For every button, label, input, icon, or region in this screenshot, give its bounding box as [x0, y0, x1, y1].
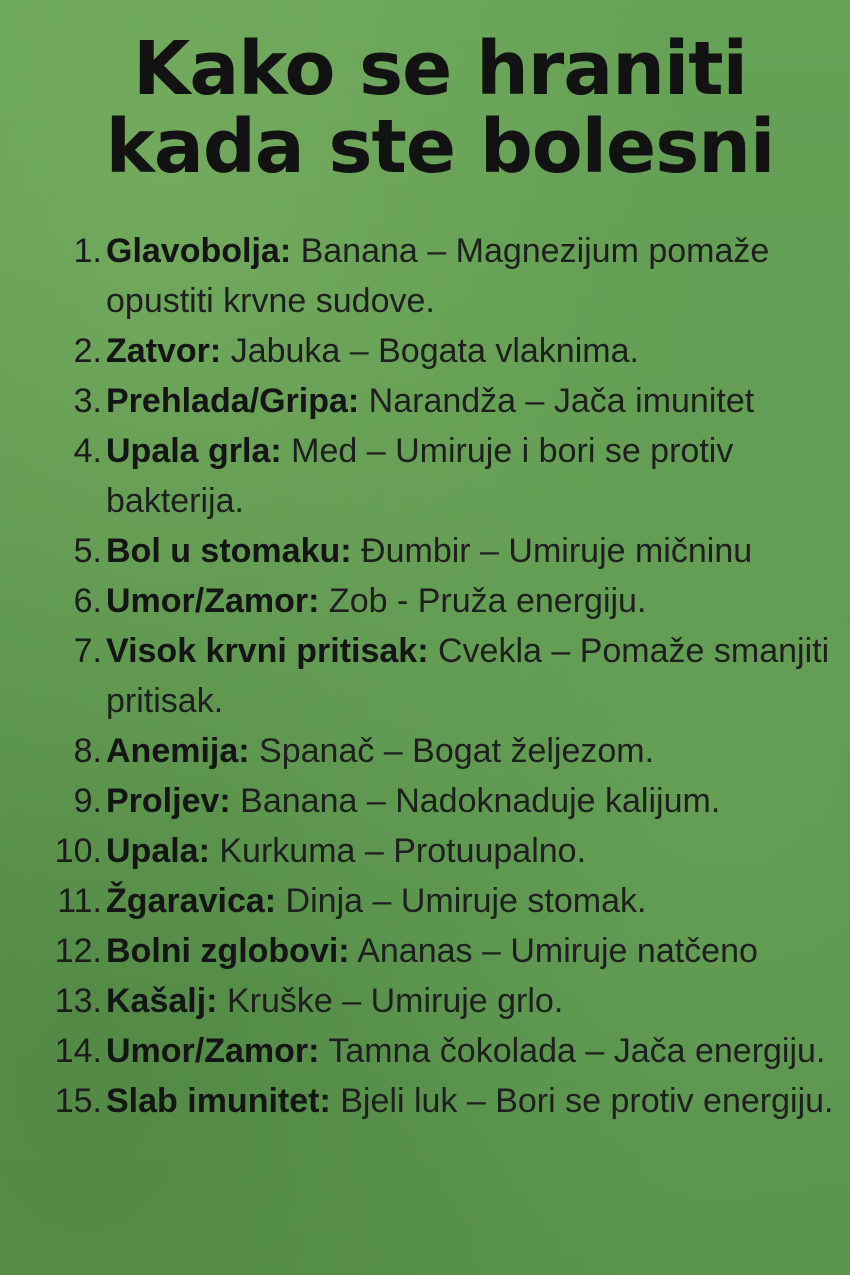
item-description: Kurkuma – Protuupalno. [219, 832, 587, 870]
item-number: 5. [73, 532, 102, 570]
item-term: Upala: [106, 832, 210, 870]
list-item [0, 526, 850, 576]
item-description: Bjeli luk – Bori se protiv energiju. [340, 1082, 834, 1120]
item-number: 1. [73, 232, 102, 270]
list-item [0, 426, 850, 526]
item-number: 6. [73, 582, 102, 620]
title-line-1: Kako se hraniti [133, 26, 747, 112]
list-item [0, 376, 850, 426]
item-term: Prehlada/Gripa: [106, 382, 360, 420]
item-text [106, 426, 850, 526]
item-text [106, 1026, 850, 1076]
item-description: Banana – Magnezijum pomaže opustiti krvne sudove. [106, 232, 770, 320]
item-description: Med – Umiruje i bori se protiv bakterija. [106, 432, 734, 520]
item-term: Slab imunitet: [106, 1082, 331, 1120]
item-text [106, 1076, 850, 1126]
item-number: 3. [73, 382, 102, 420]
item-number: 12. [54, 932, 102, 970]
item-number: 2. [73, 332, 102, 370]
item-text [106, 826, 850, 876]
list-item [0, 976, 850, 1026]
list-item [0, 626, 850, 726]
list-item [0, 1026, 850, 1076]
item-text [106, 326, 850, 376]
list-item [0, 1076, 850, 1126]
list-item [0, 826, 850, 876]
item-term: Anemija: [106, 732, 250, 770]
item-description: Narandža – Jača imunitet [368, 382, 755, 420]
item-text [106, 576, 850, 626]
list-item [0, 776, 850, 826]
item-number: 9. [73, 782, 102, 820]
item-number: 8. [73, 732, 102, 770]
item-text [106, 226, 850, 326]
list-item [0, 326, 850, 376]
item-description: Tamna čokolada – Jača energiju. [328, 1032, 826, 1070]
item-term: Kašalj: [106, 982, 218, 1020]
item-number: 4. [73, 432, 102, 470]
item-description: Cvekla – Pomaže smanjiti pritisak. [106, 632, 830, 720]
item-term: Umor/Zamor: [106, 582, 320, 620]
item-description: Banana – Nadoknaduje kalijum. [240, 782, 721, 820]
item-description: Dinja – Umiruje stomak. [285, 882, 647, 920]
item-description: Spanač – Bogat željezom. [259, 732, 655, 770]
list-item [0, 576, 850, 626]
item-description: Kruške – Umiruje grlo. [226, 982, 564, 1020]
item-term: Proljev: [106, 782, 231, 820]
item-text [106, 876, 850, 926]
item-term: Visok krvni pritisak: [106, 632, 429, 670]
page-title [0, 26, 850, 190]
item-term: Bolni zglobovi: [106, 932, 350, 970]
item-text [106, 776, 850, 826]
title-line-2: kada ste bolesni [105, 104, 775, 190]
remedy-list [0, 226, 850, 1126]
item-text [106, 976, 850, 1026]
list-item [0, 926, 850, 976]
item-term: Žgaravica: [106, 882, 277, 920]
item-number: 15. [54, 1082, 102, 1120]
item-term: Glavobolja: [106, 232, 292, 270]
list-item [0, 226, 850, 326]
item-text [106, 626, 850, 726]
item-number: 11. [57, 882, 102, 920]
item-description: Ananas – Umiruje natčeno [357, 932, 758, 970]
list-item [0, 726, 850, 776]
item-text [106, 526, 850, 576]
item-term: Upala grla: [106, 432, 282, 470]
item-description: Jabuka – Bogata vlaknima. [230, 332, 639, 370]
item-text [106, 726, 850, 776]
item-number: 13. [54, 982, 102, 1020]
item-number: 10. [54, 832, 102, 870]
item-description: Zob - Pruža energiju. [328, 582, 647, 620]
item-term: Zatvor: [106, 332, 222, 370]
list-item [0, 876, 850, 926]
item-term: Umor/Zamor: [106, 1032, 320, 1070]
item-text [106, 376, 850, 426]
item-text [106, 926, 850, 976]
item-number: 7. [73, 632, 102, 670]
item-description: Đumbir – Umiruje mičninu [361, 532, 753, 570]
item-term: Bol u stomaku: [106, 532, 352, 570]
item-number: 14. [54, 1032, 102, 1070]
